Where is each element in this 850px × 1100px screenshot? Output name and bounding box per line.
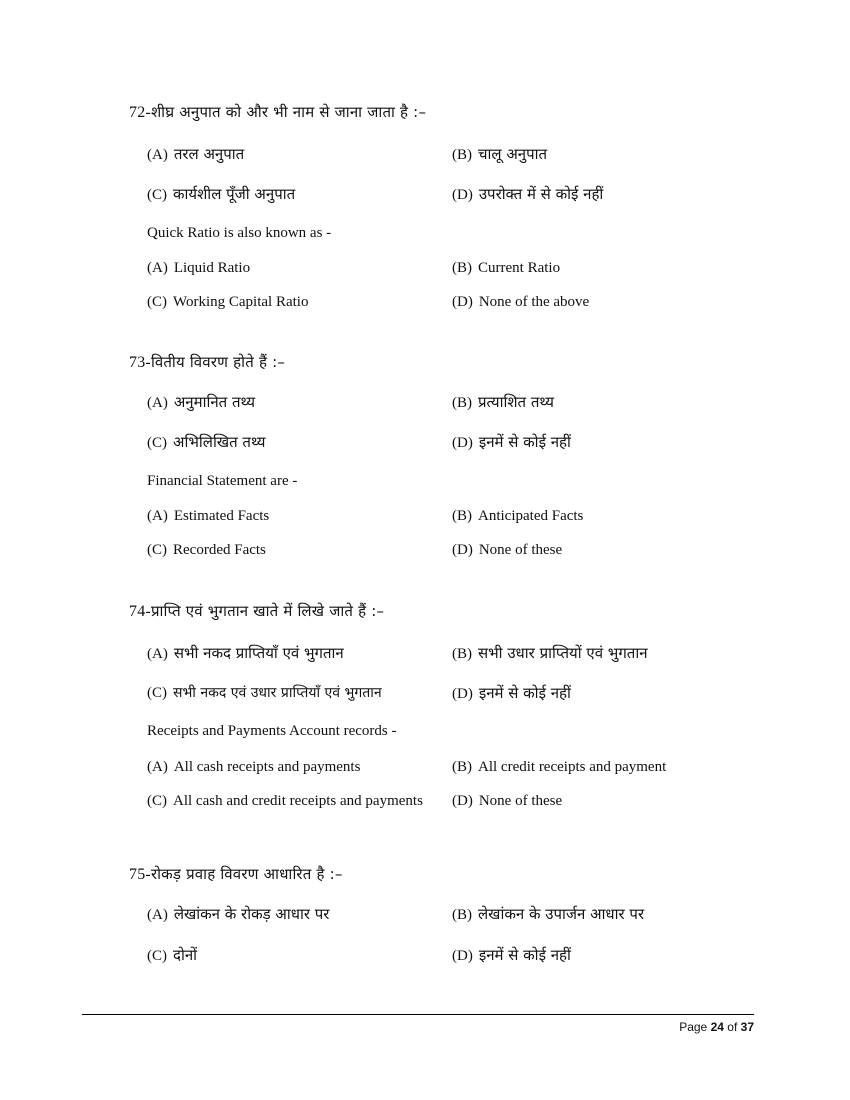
footer-divider <box>82 1014 754 1015</box>
question-number: 75- <box>129 866 151 883</box>
question-prompt-hindi: शीघ्र अनुपात को और भी नाम से जाना जाता है :– <box>150 103 427 121</box>
option-d-hindi: (D) इनमें से कोई नहीं <box>452 684 571 702</box>
option-b-hindi: (B) चालू अनुपात <box>452 145 548 163</box>
option-c-english: (C) Recorded Facts <box>147 542 266 558</box>
option-a-hindi: (A) सभी नकद प्राप्तियाँ एवं भुगतान <box>147 644 344 662</box>
option-b-hindi: (B) प्रत्याशित तथ्य <box>452 393 554 411</box>
question-prompt-english: Financial Statement are - <box>147 473 298 489</box>
option-a-english: (A) Liquid Ratio <box>147 260 251 276</box>
option-a-hindi: (A) अनुमानित तथ्य <box>147 393 256 411</box>
question-number: 74- <box>129 603 151 620</box>
option-b-hindi: (B) लेखांकन के उपार्जन आधार पर <box>452 905 645 923</box>
option-d-english: (D) None of these <box>452 793 563 809</box>
question-72-title <box>129 102 426 122</box>
option-b-hindi: (B) सभी उधार प्राप्तियों एवं भुगतान <box>452 644 648 662</box>
question-73-title <box>129 352 285 372</box>
option-b-english: (B) Anticipated Facts <box>452 508 584 524</box>
question-prompt-hindi: वितीय विवरण होते हैं :– <box>150 353 286 371</box>
option-a-hindi: (A) लेखांकन के रोकड़ आधार पर <box>147 905 330 923</box>
question-74-title <box>129 601 384 621</box>
page-label: Page <box>679 1020 708 1034</box>
option-d-english: (D) None of the above <box>452 294 590 310</box>
option-c-hindi: (C) दोनों <box>147 946 198 964</box>
option-d-hindi: (D) इनमें से कोई नहीं <box>452 433 571 451</box>
option-a-english: (A) All cash receipts and payments <box>147 759 361 775</box>
option-c-hindi: (C) सभी नकद एवं उधार प्राप्तियाँ एवं भुगतान <box>147 685 382 701</box>
total-pages: 37 <box>740 1020 754 1034</box>
current-page: 24 <box>710 1020 724 1034</box>
question-prompt-english: Receipts and Payments Account records - <box>147 723 397 739</box>
option-c-english: (C) Working Capital Ratio <box>147 294 309 310</box>
option-c-hindi: (C) अभिलिखित तथ्य <box>147 433 266 451</box>
question-number: 73- <box>129 354 151 371</box>
question-75-title <box>129 864 343 884</box>
question-prompt-hindi: प्राप्ति एवं भुगतान खाते में लिखे जाते हैं :– <box>150 602 385 620</box>
option-a-english: (A) Estimated Facts <box>147 508 270 524</box>
option-d-english: (D) None of these <box>452 542 563 558</box>
option-c-english: (C) All cash and credit receipts and payments <box>147 793 423 809</box>
of-label: of <box>727 1020 738 1034</box>
option-a-hindi: (A) तरल अनुपात <box>147 145 245 163</box>
question-prompt-hindi: रोकड़ प्रवाह विवरण आधारित है :– <box>150 865 343 883</box>
page-number-footer <box>679 1020 754 1034</box>
question-number: 72- <box>129 104 151 121</box>
question-prompt-english: Quick Ratio is also known as - <box>147 225 332 241</box>
option-b-english: (B) Current Ratio <box>452 260 561 276</box>
option-d-hindi: (D) इनमें से कोई नहीं <box>452 946 571 964</box>
option-c-hindi: (C) कार्यशील पूँजी अनुपात <box>147 185 296 203</box>
option-b-english: (B) All credit receipts and payment <box>452 759 667 775</box>
option-d-hindi: (D) उपरोक्त में से कोई नहीं <box>452 185 604 203</box>
